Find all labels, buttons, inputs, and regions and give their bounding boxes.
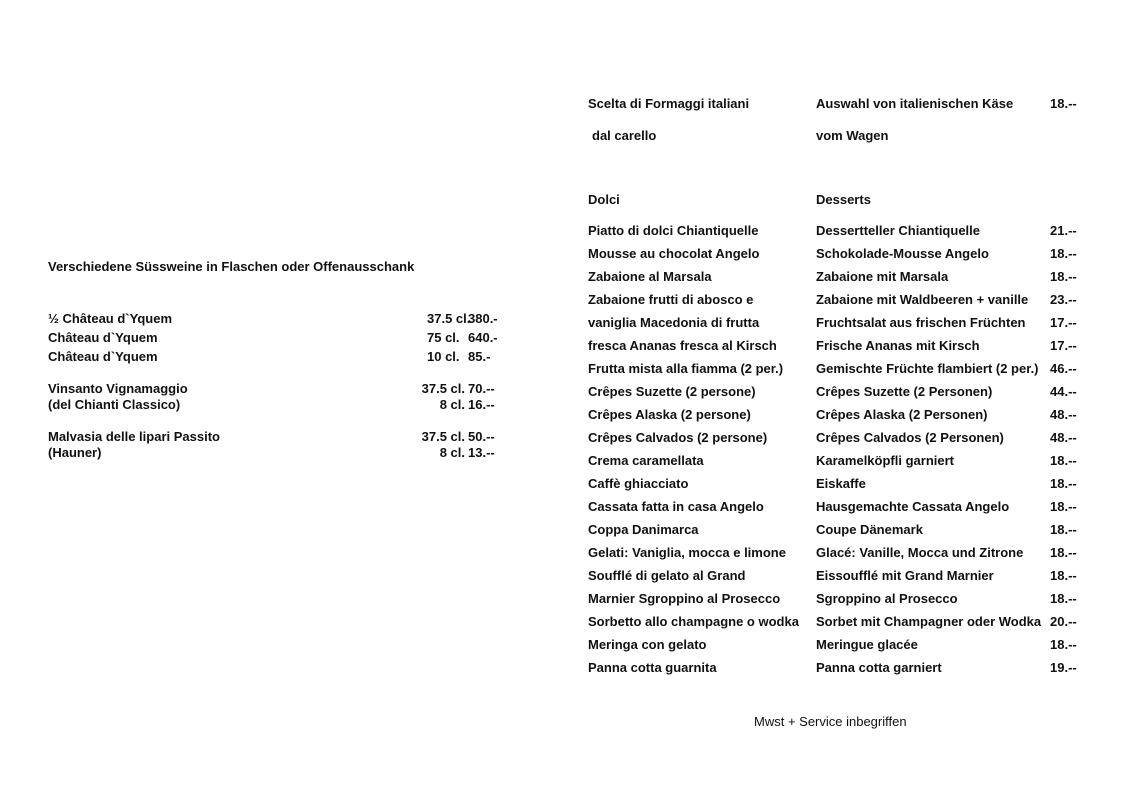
dessert-name-de: Gemischte Früchte flambiert (2 per.) [816, 361, 1039, 376]
wine-price: 85.- [468, 349, 491, 364]
dessert-name-it: Gelati: Vaniglia, mocca e limone [588, 545, 786, 560]
dessert-name-it: vaniglia Macedonia di frutta [588, 315, 760, 330]
cheese-title-it: Scelta di Formaggi italiani [588, 96, 750, 111]
dessert-name-de: Hausgemachte Cassata Angelo [816, 499, 1010, 514]
dessert-name-it: Panna cotta guarnita [588, 660, 717, 675]
dessert-name-it: Caffè ghiacciato [588, 476, 689, 491]
wine-name: (del Chianti Classico) [48, 397, 181, 412]
dessert-row [0, 614, 1122, 631]
dessert-price: 48.-- [1050, 407, 1077, 422]
dessert-name-it: Sorbetto allo champagne o wodka [588, 614, 799, 629]
desserts-heading-it: Dolci [588, 192, 620, 207]
dessert-price: 18.-- [1050, 568, 1077, 583]
dessert-price: 44.-- [1050, 384, 1077, 399]
wine-volume: 37.5 cl. [427, 311, 471, 326]
dessert-name-de: Sorbet mit Champagner oder Wodka [816, 614, 1042, 629]
wine-name: Malvasia delle lipari Passito [48, 429, 220, 444]
dessert-name-it: fresca Ananas fresca al Kirsch [588, 338, 777, 353]
dessert-name-de: Zabaione mit Waldbeeren + vanille [816, 292, 1029, 307]
dessert-row [0, 637, 1122, 654]
dessert-name-de: Coupe Dänemark [816, 522, 923, 537]
wines-heading: Verschiedene Süssweine in Flaschen oder Offenausschank [48, 259, 415, 274]
dessert-price: 17.-- [1050, 315, 1077, 330]
dessert-name-it: Soufflé di gelato al Grand [588, 568, 746, 583]
dessert-name-de: Glacé: Vanille, Mocca und Zitrone [816, 545, 1024, 560]
dessert-price: 18.-- [1050, 522, 1077, 537]
dessert-row [0, 568, 1122, 585]
wine-name: ½ Château d`Yquem [48, 311, 173, 326]
wine-row [48, 397, 508, 413]
dessert-price: 23.-- [1050, 292, 1077, 307]
wine-name: Château d`Yquem [48, 349, 158, 364]
dessert-name-de: Frische Ananas mit Kirsch [816, 338, 980, 353]
wine-volume: 75 cl. [427, 330, 460, 345]
dessert-row [0, 545, 1122, 562]
dessert-name-it: Crêpes Calvados (2 persone) [588, 430, 768, 445]
dessert-name-it: Crêpes Alaska (2 persone) [588, 407, 751, 422]
dessert-price: 18.-- [1050, 591, 1077, 606]
dessert-name-it: Crêpes Suzette (2 persone) [588, 384, 756, 399]
wine-volume: 8 cl. [439, 397, 465, 412]
wine-row [48, 381, 508, 397]
wine-volume: 37.5 cl. [421, 429, 465, 444]
dessert-price: 18.-- [1050, 453, 1077, 468]
cheese-title-de: Auswahl von italienischen Käse [816, 96, 1014, 111]
wine-price: 13.-- [468, 445, 495, 460]
cheese-price: 18.-- [1050, 96, 1077, 111]
dessert-name-it: Piatto di dolci Chiantiquelle [588, 223, 759, 238]
dessert-price: 17.-- [1050, 338, 1077, 353]
dessert-price: 21.-- [1050, 223, 1077, 238]
dessert-name-it: Meringa con gelato [588, 637, 707, 652]
dessert-name-de: Eissoufflé mit Grand Marnier [816, 568, 994, 583]
dessert-price: 18.-- [1050, 499, 1077, 514]
dessert-price: 18.-- [1050, 246, 1077, 261]
dessert-price: 18.-- [1050, 545, 1077, 560]
dessert-name-it: Frutta mista alla fiamma (2 per.) [588, 361, 784, 376]
wine-row [48, 445, 508, 461]
wine-price: 380.- [468, 311, 498, 326]
dessert-row [0, 476, 1122, 493]
dessert-price: 46.-- [1050, 361, 1077, 376]
dessert-name-de: Panna cotta garniert [816, 660, 942, 675]
dessert-name-it: Coppa Danimarca [588, 522, 699, 537]
dessert-name-de: Crêpes Calvados (2 Personen) [816, 430, 1004, 445]
dessert-price: 18.-- [1050, 269, 1077, 284]
dessert-price: 18.-- [1050, 637, 1077, 652]
wine-name: Château d`Yquem [48, 330, 158, 345]
dessert-price: 18.-- [1050, 476, 1077, 491]
wine-row [48, 330, 508, 346]
wine-row [48, 429, 508, 445]
dessert-row [0, 591, 1122, 608]
dessert-row [0, 522, 1122, 539]
dessert-name-it: Crema caramellata [588, 453, 704, 468]
wine-volume: 37.5 cl. [421, 381, 465, 396]
dessert-row [0, 660, 1122, 677]
footer-note: Mwst + Service inbegriffen [754, 714, 907, 729]
wine-price: 16.-- [468, 397, 495, 412]
dessert-row [0, 499, 1122, 516]
desserts-heading-de: Desserts [816, 192, 871, 207]
dessert-name-de: Fruchtsalat aus frischen Früchten [816, 315, 1026, 330]
wine-name: Vinsanto Vignamaggio [48, 381, 188, 396]
dessert-name-de: Meringue glacée [816, 637, 918, 652]
dessert-price: 48.-- [1050, 430, 1077, 445]
wine-row [48, 349, 508, 365]
wine-price: 50.-- [468, 429, 495, 444]
wine-volume: 10 cl. [427, 349, 460, 364]
dessert-price: 19.-- [1050, 660, 1077, 675]
dessert-name-it: Cassata fatta in casa Angelo [588, 499, 764, 514]
dessert-name-it: Mousse au chocolat Angelo [588, 246, 760, 261]
wine-name: (Hauner) [48, 445, 102, 460]
dessert-price: 20.-- [1050, 614, 1077, 629]
cheese-sub-de: vom Wagen [816, 128, 889, 143]
dessert-name-de: Zabaione mit Marsala [816, 269, 949, 284]
wine-row [48, 311, 508, 327]
cheese-sub-it: dal carello [592, 128, 657, 143]
dessert-name-de: Karamelköpfli garniert [816, 453, 954, 468]
dessert-name-it: Zabaione al Marsala [588, 269, 712, 284]
dessert-name-de: Crêpes Alaska (2 Personen) [816, 407, 988, 422]
dessert-name-de: Schokolade-Mousse Angelo [816, 246, 989, 261]
dessert-name-it: Marnier Sgroppino al Prosecco [588, 591, 781, 606]
wine-price: 70.-- [468, 381, 495, 396]
dessert-name-de: Sgroppino al Prosecco [816, 591, 958, 606]
dessert-row [0, 223, 1122, 240]
dessert-name-de: Crêpes Suzette (2 Personen) [816, 384, 993, 399]
dessert-name-de: Eiskaffe [816, 476, 866, 491]
dessert-row [0, 292, 1122, 309]
wine-volume: 8 cl. [439, 445, 465, 460]
dessert-name-it: Zabaione frutti di abosco e [588, 292, 754, 307]
dessert-name-de: Dessertteller Chiantiquelle [816, 223, 980, 238]
wine-price: 640.- [468, 330, 498, 345]
